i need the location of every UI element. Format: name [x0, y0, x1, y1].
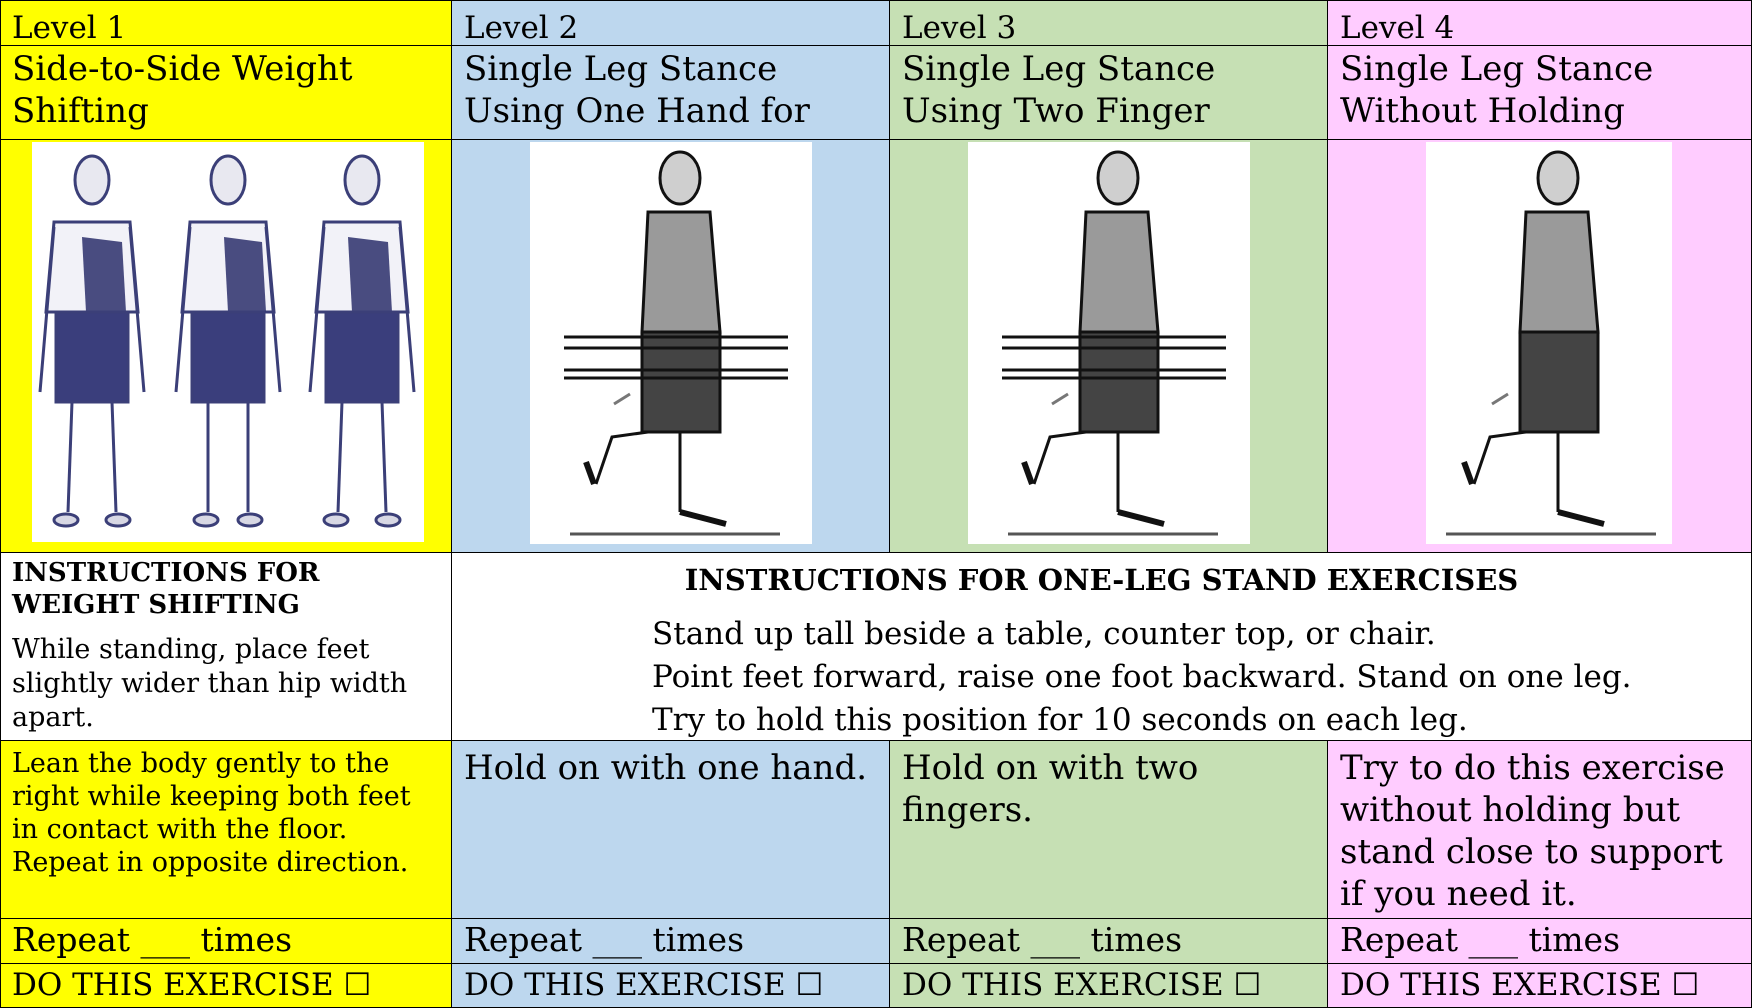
level-1-title: Side-to-Side Weight Shifting: [0, 46, 452, 140]
level-4-label: Level 4: [1328, 0, 1752, 46]
one-leg-line-3: Try to hold this position for 10 seconds on each leg.: [652, 702, 1468, 738]
weight-shift-body: While standing, place feet slightly wider than hip width apart.: [12, 634, 408, 733]
no-support-illustration: [1426, 142, 1672, 544]
one-leg-body: [652, 613, 1632, 742]
two-finger-support-illustration: [968, 142, 1250, 544]
level-4-description: Try to do this exercise without holding but stand close to support if you need it.: [1328, 741, 1752, 919]
level-4-repeat: Repeat ___ times: [1328, 919, 1752, 964]
one-leg-line-1: Stand up tall beside a table, counter top, or chair.: [652, 616, 1436, 652]
one-leg-instructions: [452, 553, 1752, 741]
level-1-label: Level 1: [0, 0, 452, 46]
level-3-label: Level 3: [890, 0, 1328, 46]
level-4-do-exercise-checkbox[interactable]: DO THIS EXERCISE ☐: [1328, 964, 1752, 1008]
level-3-description: Hold on with two fingers.: [890, 741, 1328, 919]
one-hand-support-illustration: [530, 142, 812, 544]
level-3-do-exercise-checkbox[interactable]: DO THIS EXERCISE ☐: [890, 964, 1328, 1008]
level-4-image-cell: [1328, 140, 1752, 553]
level-1-do-exercise-checkbox[interactable]: DO THIS EXERCISE ☐: [0, 964, 452, 1008]
level-2-do-exercise-checkbox[interactable]: DO THIS EXERCISE ☐: [452, 964, 890, 1008]
level-1-description: Lean the body gently to the right while keeping both feet in contact with the floor. Repeat in opposite direction.: [0, 741, 452, 919]
level-3-repeat: Repeat ___ times: [890, 919, 1328, 964]
weight-shift-heading: INSTRUCTIONS FOR WEIGHT SHIFTING: [12, 558, 320, 620]
level-2-label: Level 2: [452, 0, 890, 46]
level-4-title: Single Leg Stance Without Holding: [1328, 46, 1752, 140]
one-leg-heading: INSTRUCTIONS FOR ONE-LEG STAND EXERCISES: [684, 563, 1519, 597]
level-2-description: Hold on with one hand.: [452, 741, 890, 919]
level-1-repeat: Repeat ___ times: [0, 919, 452, 964]
level-3-title: Single Leg Stance Using Two Finger: [890, 46, 1328, 140]
level-1-image-cell: [0, 140, 452, 553]
level-2-image-cell: [452, 140, 890, 553]
level-2-title: Single Leg Stance Using One Hand for: [452, 46, 890, 140]
weight-shift-instructions: [0, 553, 452, 741]
level-3-image-cell: [890, 140, 1328, 553]
level-2-repeat: Repeat ___ times: [452, 919, 890, 964]
weight-shift-illustration: [32, 142, 424, 542]
one-leg-line-2: Point feet forward, raise one foot backward. Stand on one leg.: [652, 659, 1632, 695]
